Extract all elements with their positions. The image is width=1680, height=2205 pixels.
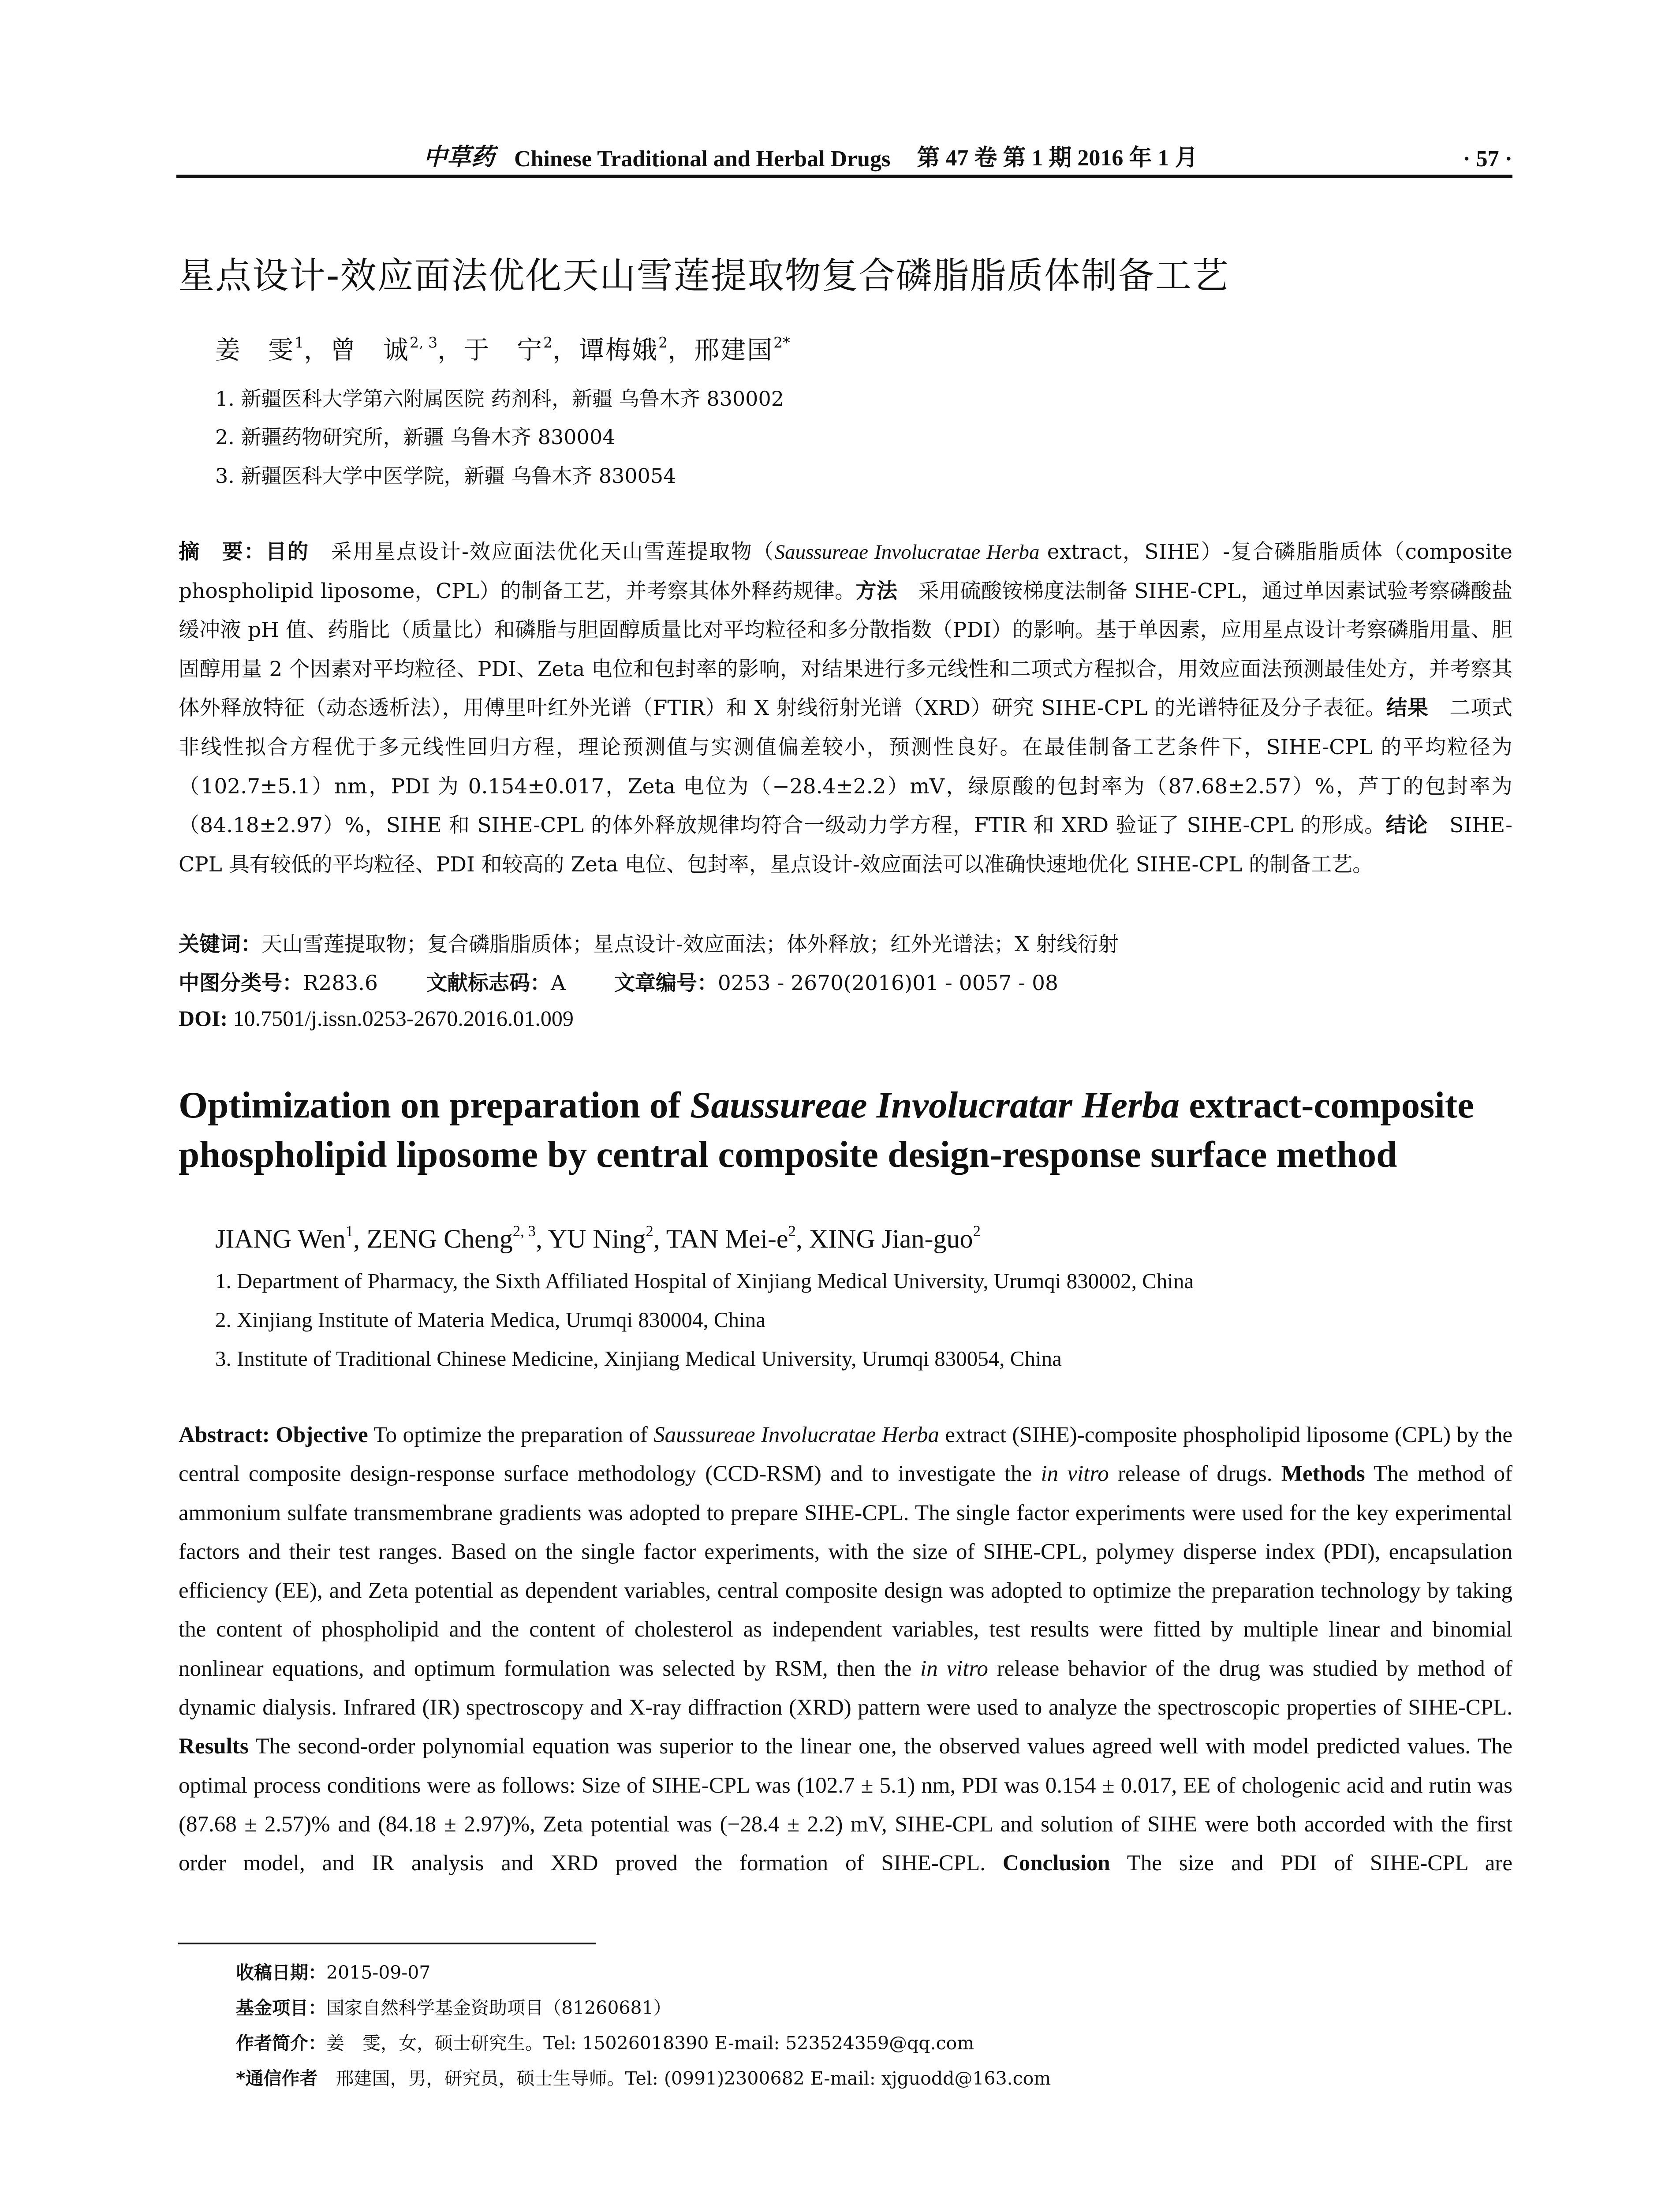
article-number-label: 文章编号： bbox=[614, 971, 718, 995]
chinese-title: 星点设计-效应面法优化天山雪莲提取物复合磷脂脂质体制备工艺 bbox=[178, 255, 1229, 297]
english-title-text-cont: extract-composite phospholipid liposome by central composite design-response surface method bbox=[179, 1084, 1474, 1175]
article-number: 0253 - 2670(2016)01 - 0057 - 08 bbox=[717, 971, 1058, 995]
footnote-corresponding-author bbox=[236, 2064, 1051, 2090]
clc-label: 中图分类号： bbox=[179, 971, 303, 995]
conclusion-label: Conclusion bbox=[1002, 1851, 1110, 1876]
doi-label: DOI: bbox=[179, 1006, 228, 1031]
issue-info: 第 47 卷 第 1 期 2016 年 1 月 bbox=[917, 146, 1198, 171]
chinese-abstract bbox=[179, 533, 1512, 884]
keywords: 天山雪莲提取物；复合磷脂脂质体；星点设计-效应面法；体外释放；红外光谱法；X 射线衍射 bbox=[261, 932, 1119, 957]
objective-label: 目的 bbox=[265, 540, 310, 564]
chinese-authors: 姜 雯$^1$，曾 诚$^{2, 3}$，于 宁$^2$，谭梅娥$^2$，邢建国$^{2*}$ bbox=[215, 334, 790, 365]
footnote-funding bbox=[236, 1993, 672, 2019]
english-title-latin: Saussureae Involucratar Herba bbox=[690, 1084, 1180, 1126]
author-affiliation-mark: 2, 3 bbox=[512, 1222, 536, 1240]
conclusion-text: SIHE-CPL 具有较低的平均粒径、PDI 和较高的 Zeta 电位、包封率，星点设计-效应面法可以准确快速地优化 SIHE-CPL 的制备工艺。 bbox=[179, 813, 1512, 877]
objective-text: To optimize the preparation of bbox=[368, 1423, 654, 1447]
in-vitro-term: in vitro bbox=[1041, 1461, 1109, 1487]
footnote-label: 作者简介： bbox=[236, 2033, 326, 2054]
footnote-rule bbox=[178, 1943, 596, 1944]
clc-number: R283.6 bbox=[303, 971, 378, 995]
author-name: 于 宁 bbox=[464, 336, 544, 365]
keywords-line bbox=[179, 928, 1119, 957]
results-label: 结果 bbox=[1386, 696, 1429, 721]
doi-line bbox=[179, 1005, 574, 1031]
footnote-text: 国家自然科学基金资助项目（81260681） bbox=[326, 1997, 672, 2018]
author-name: ZENG Cheng bbox=[366, 1224, 513, 1254]
doi-link[interactable]: 10.7501/j.issn.0253-2670.2016.01.009 bbox=[228, 1006, 574, 1031]
journal-logo: 中草药 bbox=[423, 142, 495, 171]
author-name: JIANG Wen bbox=[215, 1224, 346, 1254]
results-label: Results bbox=[179, 1734, 249, 1759]
english-affiliation-1: 1. Department of Pharmacy, the Sixth Affiliated Hospital of Xinjiang Medical University, Urumqi 830002, China bbox=[215, 1269, 1194, 1293]
journal-name: Chinese Traditional and Herbal Drugs bbox=[514, 146, 891, 172]
results-text: 二项式非线性拟合方程优于多元线性回归方程，理论预测值与实测值偏差较小，预测性良好。在最佳制备工艺条件下，SIHE-CPL 的平均粒径为（102.7±5.1）nm，PDI 为 0.154±0.017，Zeta 电位为（−28.4±2.2）mV，绿原酸的包封率为（87.68±2.57）%，芦丁的包封率为（84.18±2.97）%，SIHE 和 SIHE-CPL 的体外释放规律均符合一级动力学方程，FTIR 和 XRD 验证了 SIHE-CPL 的形成。 bbox=[179, 696, 1513, 838]
author-name: XING Jian-guo bbox=[809, 1224, 973, 1254]
methods-label: 方法 bbox=[855, 579, 898, 603]
objective-text-end: release of drugs. bbox=[1109, 1461, 1281, 1487]
author-affiliation-mark: 1 bbox=[345, 1222, 354, 1240]
footnote-author-bio bbox=[236, 2029, 974, 2055]
author-affiliation-mark: 2 bbox=[973, 1222, 981, 1240]
footnote-text: 邢建国，男，研究员，硕士生导师。Tel: (0991)2300682 E-mail: xjguodd@163.com bbox=[317, 2068, 1051, 2089]
footnote-label: 收稿日期： bbox=[236, 1962, 326, 1983]
author-name: 姜 雯 bbox=[215, 336, 295, 365]
objective-text-cont: extract，SIHE）-复合磷脂脂质体（composite phospholipid liposome，CPL）的制备工艺，并考察其体外释药规律。 bbox=[179, 540, 1512, 603]
chinese-affiliation-1: 1. 新疆医科大学第六附属医院 药剂科，新疆 乌鲁木齐 830002 bbox=[215, 387, 784, 411]
author-affiliation-mark: 2 bbox=[646, 1222, 653, 1240]
methods-text: The method of ammonium sulfate transmembrane gradients was adopted to prepare SIHE-CPL. The single factor experiments were used for the key experimental factors and their test ranges. Based on the single factor experiments, with the size of SIHE-CPL, polymey disperse index (PDI), encapsulation efficiency (EE), and Zeta potential as dependent variables, central composite design was adopted to optimize the preparation technology by taking the content of phospholipid and the content of cholesterol as independent variables, test results were fitted by multiple linear and binomial nonlinear equations, and optimum formulation was selected by RSM, then the bbox=[179, 1461, 1513, 1681]
english-affiliation-2: 2. Xinjiang Institute of Materia Medica, Urumqi 830004, China bbox=[215, 1308, 765, 1332]
conclusion-label: 结论 bbox=[1385, 813, 1428, 838]
methods-text: 采用硫酸铵梯度法制备 SIHE-CPL，通过单因素试验考察磷酸盐缓冲液 pH 值、药脂比（质量比）和磷脂与胆固醇质量比对平均粒径和多分散指数（PDI）的影响。基于单因素，应用星点设计考察磷脂用量、胆固醇用量 2 个因素对平均粒径、PDI、Zeta 电位和包封率的影响，对结果进行多元线性和二项式方程拟合，用效应面法预测最佳处方，并考察其体外释放特征（动态透析法），用傅里叶红外光谱（FTIR）和 X 射线衍射光谱（XRD）研究 SIHE-CPL 的光谱特征及分子表征。 bbox=[179, 579, 1512, 721]
author-affiliation-mark: 2 bbox=[543, 334, 553, 351]
header-rule bbox=[176, 175, 1512, 178]
english-abstract bbox=[179, 1416, 1512, 1883]
latin-name: Saussureae Involucratae Herba bbox=[653, 1423, 940, 1447]
footnote-text: 2015-09-07 bbox=[326, 1962, 431, 1983]
in-vitro-term: in vitro bbox=[920, 1656, 988, 1681]
footnote-received bbox=[236, 1958, 430, 1984]
page-number: · 57 · bbox=[1463, 146, 1512, 172]
english-authors: JIANG Wen$^1$, ZENG Cheng$^{2, 3}$, YU Ning$^2$, TAN Mei-$e^2$, XING Jian-guo$^2$ bbox=[215, 1222, 981, 1254]
author-name: TAN Mei-e bbox=[666, 1224, 788, 1254]
english-title-text: Optimization on preparation of bbox=[179, 1084, 691, 1126]
author-affiliation-mark: 2, 3 bbox=[410, 334, 438, 351]
author-affiliation-mark: 2 bbox=[788, 1222, 796, 1240]
footnote-label: *通信作者 bbox=[236, 2068, 318, 2089]
results-text: The second-order polynomial equation was superior to the linear one, the observed values agreed well with model predicted values. The optimal process conditions were as follows: Size of SIHE-CPL was (102.7 ± 5.1) nm, PDI was 0.154 ± 0.017, EE of chologenic acid and rutin was (87.68 ± 2.57)% and (84.18 ± 2.97)%, Zeta potential was (−28.4 ± 2.2) mV, SIHE-CPL and solution of SIHE were both accorded with the first order model, and IR analysis and XRD proved the formation of SIHE-CPL. bbox=[179, 1734, 1512, 1876]
doc-code: A bbox=[550, 971, 566, 995]
methods-text-cont: release behavior of the drug was studied by method of dynamic dialysis. Infrared (IR) spectroscopy and X-ray diffraction (XRD) pattern were used to analyze the spectroscopic properties of SIHE-CPL. bbox=[179, 1656, 1512, 1720]
chinese-affiliation-3: 3. 新疆医科大学中医学院，新疆 乌鲁木齐 830054 bbox=[215, 464, 676, 488]
conclusion-text: The size and PDI of SIHE-CPL are bbox=[1110, 1851, 1512, 1876]
abstract-label: 摘 要： bbox=[179, 540, 266, 564]
footnote-text: 姜 雯，女，硕士研究生。Tel: 15026018390 E-mail: 523524359@qq.com bbox=[326, 2033, 974, 2054]
running-header bbox=[176, 140, 1512, 172]
author-affiliation-mark: 2 bbox=[658, 334, 668, 351]
author-name: 曾 诚 bbox=[330, 336, 410, 365]
english-affiliation-3: 3. Institute of Traditional Chinese Medicine, Xinjiang Medical University, Urumqi 830054, China bbox=[215, 1346, 1062, 1371]
keywords-label: 关键词： bbox=[179, 932, 261, 957]
latin-name: Saussureae Involucratae Herba bbox=[774, 541, 1040, 564]
classification-line bbox=[179, 967, 1058, 996]
objective-text-cont: extract (SIHE)-composite phospholipid liposome (CPL) by the central composite design-response surface methodology (CCD-RSM) and to investigate the bbox=[179, 1423, 1513, 1487]
abstract-objective-label: Abstract: Objective bbox=[179, 1423, 368, 1447]
chinese-affiliation-2: 2. 新疆药物研究所，新疆 乌鲁木齐 830004 bbox=[215, 425, 616, 449]
objective-text: 采用星点设计-效应面法优化天山雪莲提取物（ bbox=[309, 540, 775, 564]
doc-code-label: 文献标志码： bbox=[426, 971, 551, 995]
author-affiliation-mark: 1 bbox=[295, 334, 304, 351]
english-title bbox=[179, 1080, 1546, 1179]
author-affiliation-mark: 2* bbox=[773, 334, 790, 351]
author-name: 谭梅娥 bbox=[579, 336, 659, 365]
methods-label: Methods bbox=[1281, 1461, 1365, 1487]
author-name: 邢建国 bbox=[694, 336, 774, 365]
author-name: YU Ning bbox=[548, 1224, 646, 1254]
footnote-label: 基金项目： bbox=[236, 1997, 326, 2018]
